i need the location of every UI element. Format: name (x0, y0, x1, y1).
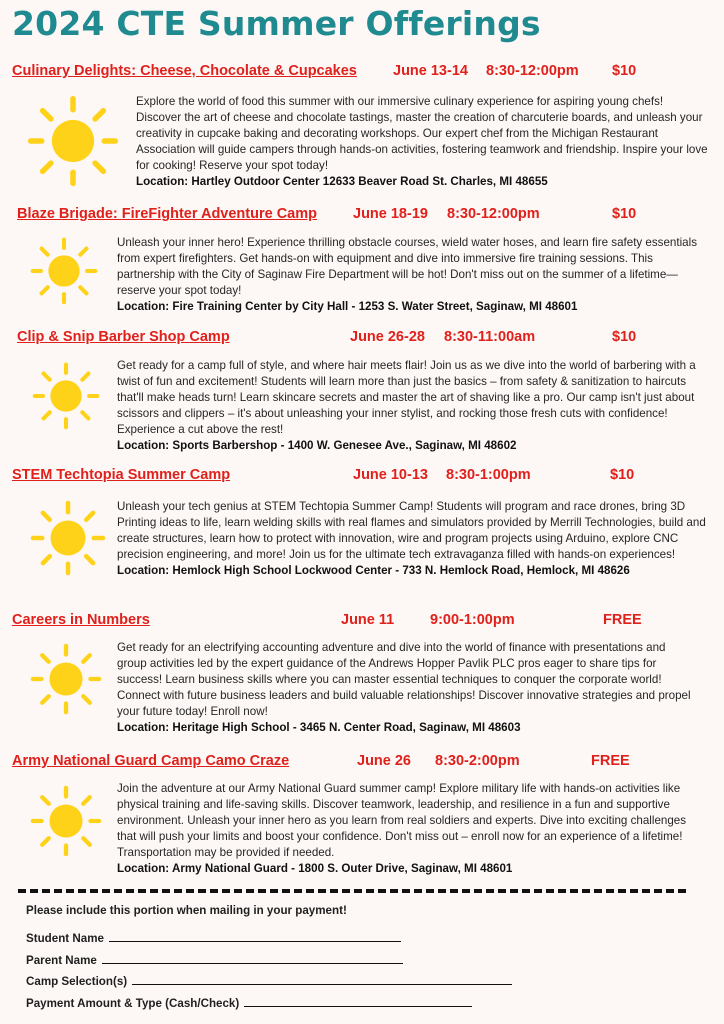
camp-location: Location: Sports Barbershop - 1400 W. Genesee Ave., Saginaw, MI 48602 (117, 439, 517, 452)
blank-line[interactable] (109, 930, 401, 942)
camp-time: 8:30-12:00pm (486, 63, 579, 79)
camp-name: Blaze Brigade: FireFighter Adventure Camp (17, 206, 317, 222)
camp-price: $10 (612, 329, 637, 345)
camp-price: $10 (612, 206, 637, 222)
camp-time: 8:30-11:00am (444, 329, 536, 345)
description-text: Unleash your inner hero! Experience thrilling obstacle courses, wield water hoses, and learn fire safety essentials from expert firefighters. Get hands-on with equipment and dive into immersive fire training sessions. This partnership with the City of Saginaw Fire Department will be hot! Don't miss out on the summer of a lifetime—reserve your spot today! (117, 236, 697, 297)
blank-line[interactable] (132, 973, 512, 985)
description-text: Join the adventure at our Army National Guard summer camp! Explore military life with hands-on activities like physical training and life-saving skills. Discover teamwork, leadership, and resilience in a fun and supportive environment. Unleash your inner hero as you learn from real soldiers and experts. Dive into exciting challenges that will push your limits and boost your confidence. Don't miss out – enroll now for an experience of a lifetime! Transportation may be provided if needed. (117, 782, 687, 859)
camp-description (117, 781, 702, 877)
camp-location: Location: Hemlock High School Lockwood Center - 733 N. Hemlock Road, Hemlock, MI 48626 (117, 564, 630, 577)
student-name-field[interactable] (26, 930, 401, 945)
field-label: Student Name (26, 932, 104, 945)
payment-field[interactable] (26, 995, 472, 1010)
camp-dates: June 10-13 (353, 467, 428, 483)
sun-icon (30, 500, 106, 576)
page-title: 2024 CTE Summer Offerings (12, 4, 541, 43)
camp-description (117, 640, 697, 736)
camp-location: Location: Heritage High School - 3465 N. Center Road, Saginaw, MI 48603 (117, 721, 521, 734)
camp-dates: June 26-28 (350, 329, 425, 345)
field-label: Parent Name (26, 954, 97, 967)
camp-description (117, 358, 697, 454)
form-note: Please include this portion when mailing in your payment! (26, 904, 347, 917)
camp-time: 8:30-2:00pm (435, 753, 520, 769)
camp-price: FREE (591, 753, 630, 769)
camp-description (117, 499, 707, 579)
camp-name: Army National Guard Camp Camo Craze (12, 753, 290, 769)
camp-price: $10 (610, 467, 635, 483)
camp-name: STEM Techtopia Summer Camp (12, 467, 231, 483)
camp-name: Careers in Numbers (12, 612, 150, 628)
sun-icon (30, 643, 102, 715)
blank-line[interactable] (244, 995, 472, 1007)
camp-dates: June 26 (357, 753, 411, 769)
description-text: Unleash your tech genius at STEM Techtopia Summer Camp! Students will program and race drones, bring 3D Printing ideas to life, learn welding skills with real flames and simulators provided by Merrill Technologies, build and create structures, learn how to protect with innovation, wire and program projects using Arduino, explore CNC precision engineering, and more! Join us for the ultimate tech extravaganza filled with hands-on experiences! (117, 500, 706, 561)
field-label: Camp Selection(s) (26, 975, 128, 988)
camp-time: 9:00-1:00pm (430, 612, 515, 628)
camp-time: 8:30-12:00pm (447, 206, 540, 222)
description-text: Get ready for a camp full of style, and where hair meets flair! Join us as we dive into the world of barbering with a twist of fun and excitement! Students will learn more than just the basics – from safety & sanitization to haircuts that'll make heads turn! Learn skincare secrets and master the art of shaving like a pro. Our camp isn't just about scissors and clippers – it's about unleashing your inner stylist, and rocking those fresh cuts with confidence! Experience a cut above the rest! (117, 359, 696, 436)
blank-line[interactable] (102, 952, 403, 964)
camp-location: Location: Army National Guard - 1800 S. Outer Drive, Saginaw, MI 48601 (117, 862, 513, 875)
camp-location: Location: Fire Training Center by City Hall - 1253 S. Water Street, Saginaw, MI 48601 (117, 300, 578, 313)
cut-line (18, 889, 686, 893)
parent-name-field[interactable] (26, 952, 403, 967)
description-text: Explore the world of food this summer with our immersive culinary experience for aspiring young chefs! Discover the art of cheese and chocolate tastings, master the creation of charcuterie boards, and unleash your creativity in cupcake baking and decorating workshops. Our expert chef from the Michigan Restaurant Association will guide campers through hands-on activities, fostering teamwork and friendship. Inspire your love for cooking! Reserve your spot today! (136, 95, 708, 172)
sun-icon (30, 785, 102, 857)
camp-location: Location: Hartley Outdoor Center 12633 Beaver Road St. Charles, MI 48655 (136, 175, 548, 188)
camp-name: Clip & Snip Barber Shop Camp (17, 329, 230, 345)
sun-icon (27, 95, 119, 187)
field-label: Payment Amount & Type (Cash/Check) (26, 997, 240, 1010)
sun-icon (32, 362, 100, 430)
camp-dates: June 13-14 (393, 63, 468, 79)
sun-icon (30, 237, 98, 305)
camp-description (136, 94, 708, 190)
camp-selection-field[interactable] (26, 973, 512, 988)
camp-price: FREE (603, 612, 642, 628)
camp-price: $10 (612, 63, 637, 79)
camp-description (117, 235, 697, 315)
camp-dates: June 18-19 (353, 206, 428, 222)
camp-name: Culinary Delights: Cheese, Chocolate & Cupcakes (12, 63, 357, 79)
description-text: Get ready for an electrifying accounting adventure and dive into the world of finance with presentations and group activities led by the expert guidance of the Andrews Hopper Pavlik PLC pros eager to share tips for success! Learn business skills where you can master essential techniques to conquer the corporate world! Connect with future business leaders and build valuable relationships! Discover innovative strategies and propel your future today! Enroll now! (117, 641, 691, 718)
camp-time: 8:30-1:00pm (446, 467, 531, 483)
camp-dates: June 11 (341, 612, 395, 628)
